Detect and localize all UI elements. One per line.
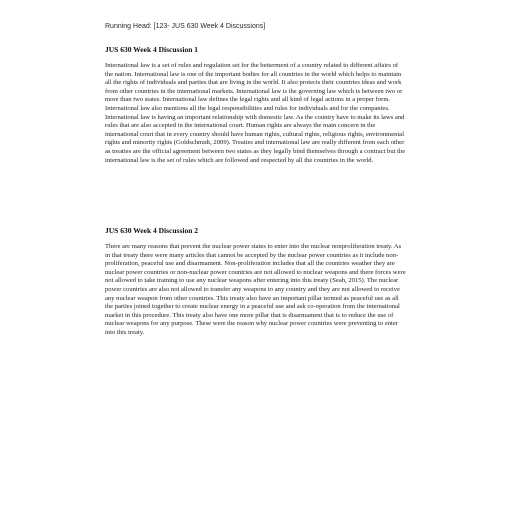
discussion-1-heading: JUS 630 Week 4 Discussion 1 — [105, 45, 199, 54]
discussion-2-section — [105, 226, 407, 338]
discussion-2-body: There are many reasons that prevent the nuclear power states to enter into the nuclear nonproliferation treaty. As in that treaty there were many articles that cannot be accepted by the nuclear power countries as it include non-proliferation, peaceful use and disarmament. Non-proliferation includes that all the countries weather they are nuclear power countries or non-nuclear power countries are not allowed to nuclear weapons and there forces were not allowed to take training to use any nuclear weapons after entering into this treaty (Seah, 2015). The nuclear power countries are also not allowed to transfer any weapons to any country and they are not allowed to receive any nuclear weapon from other countries. This treaty also have an important pillar termed as peaceful use as all the parties joined together to create nuclear energy in a peaceful use and ask co-operation from the international market in this procedure. This treaty also have one more pillar that is disarmament that is to reduce the use of nuclear weapons for any purpose. These were the reason why nuclear power countries were preventing to enter into this treaty. — [105, 243, 406, 336]
discussion-1-body: International law is a set of rules and regulation set for the betterment of a country related to different affairs of the nation. International law is one of the important bodies for all countries in the world which helps to maintain all the rights of individuals and parties that are living in the world. It also protects their countries ideas and work from other countries in the international markets. International law is the governing law which is between two or more than two states. International law defines the legal rights and all kind of legal actions in a proper form. International law also mentions all the legal responsibilities and rules for individuals and for the companies. International law is having an important relationship with domestic law. As the country have to make its laws and rules that are also accepted in the international court. Human rights are always the main concern in the international court that in every country should have human rights, cultural rights, religious rights, environmental rights and minority rights (Goldschmidt, 2009). Treaties and international law are really different from each other as treaties are the official agreement between two states as they legally bind themselves through a contract but the international law is the set of rules which are followed and respected by all the countries in the world. — [105, 62, 406, 164]
running-head: Running Head: [123- JUS 630 Week 4 Discussions] — [105, 23, 266, 30]
discussion-1-section — [105, 45, 407, 165]
discussion-2-heading: JUS 630 Week 4 Discussion 2 — [105, 226, 199, 235]
